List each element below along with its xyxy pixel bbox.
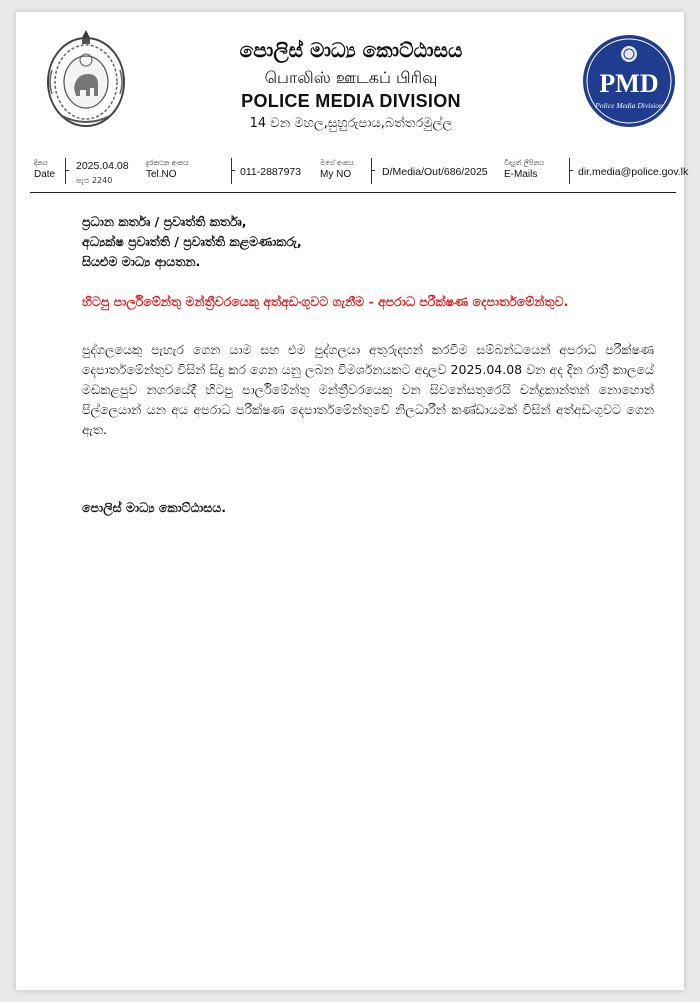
title-sinhala: පොලිස් මාධ්‍ය කොට්ඨාසය	[239, 38, 463, 62]
my-no-label-si: මගේ අංකය	[320, 159, 354, 167]
email-value[interactable]: dir.media@police.gov.lk	[578, 166, 689, 178]
separator-brace	[366, 158, 372, 184]
date-value: 2025.04.08	[76, 160, 129, 172]
pmd-logo-icon	[582, 34, 676, 128]
date-label-si: දිනය	[34, 159, 48, 167]
body-paragraph: පුද්ගලයෙකු පැහැර ගෙන යාම සහ එම පුද්ගලයා අතුරුදහන් කරවීම සම්බන්ධයෙන් අපරාධ පරීක්ෂණ දෙපාර්තමේන්තුව විසින් සිදු කර ගෙන යනු ලබන විමර්ශනයකට අදාලව 2025.04.08 වන අද දින රාත්‍රී කාලයේ මඩකළපුව නගරයේදී හිටපු පාර්ලිමේන්තු මන්ත්‍රීවරයෙකු වන සිවනේසතුරෙයි චන්ද්‍රකාන්තන් නොහොත් පිල්ලෙයාන් යන අය අපරාධ පරීක්ෂණ දෙපාර්තමේන්තුවේ නිලධාරීන් කණ්ඩායමක් විසින් අත්අඩංගුවට ගෙන ඇත.	[82, 342, 654, 437]
tel-value: 011-2887973	[240, 166, 302, 178]
separator-brace	[226, 158, 232, 184]
separator-brace	[60, 158, 66, 184]
letterhead-titles	[166, 36, 536, 134]
separator-brace	[564, 158, 570, 184]
signoff: පොලිස් මාධ්‍ය කොට්ඨාසය.	[82, 500, 226, 515]
my-no-value: D/Media/Out/686/2025	[382, 166, 488, 178]
tel-label	[146, 158, 216, 186]
office-address: 14 වන මහල,සුහුරුපාය,බත්තරමුල්ල	[249, 116, 453, 131]
title-tamil: பொலிஸ் ஊடகப் பிரிவு	[264, 68, 438, 87]
tel-label-si: දුරකථන අංකය	[146, 159, 189, 167]
time-value: පැය 2240	[76, 176, 113, 185]
pmd-logo-caption: Police Media Division	[595, 101, 663, 110]
pmd-logo-text: PMD	[599, 69, 659, 98]
addressee-block	[82, 212, 642, 272]
date-label-en: Date	[34, 169, 56, 180]
press-release-page	[16, 12, 689, 990]
my-no-label-en: My NO	[320, 169, 352, 180]
header-divider	[30, 192, 676, 193]
tel-label-en: Tel.NO	[146, 169, 177, 180]
email-label	[504, 158, 584, 186]
addressee-line: අධ්‍යක්ෂ ප්‍රවෘත්ති / ප්‍රවෘත්ති කළමණාකරු,	[82, 234, 302, 249]
email-label-si: විද්‍යුත් ලිපිනය	[504, 159, 545, 167]
subject-line: හිටපු පාර්ලිමේන්තු මන්ත්‍රීවරයෙකු අත්අඩංගුවට ගැනීම - අපරාධ පරීක්ෂණ දෙපාර්තමේන්තුව.	[82, 294, 569, 309]
police-crest-icon	[42, 26, 130, 130]
reference-info-bar	[30, 158, 689, 186]
letterhead	[16, 12, 684, 152]
email-label-en: E-Mails	[504, 169, 538, 180]
addressee-line: සියළුම මාධ්‍ය ආයතන.	[82, 254, 201, 269]
addressee-line: ප්‍රධාන කර්තෘ / ප්‍රවෘත්ති කර්තෘ,	[82, 214, 247, 229]
title-english: POLICE MEDIA DIVISION	[241, 91, 461, 111]
